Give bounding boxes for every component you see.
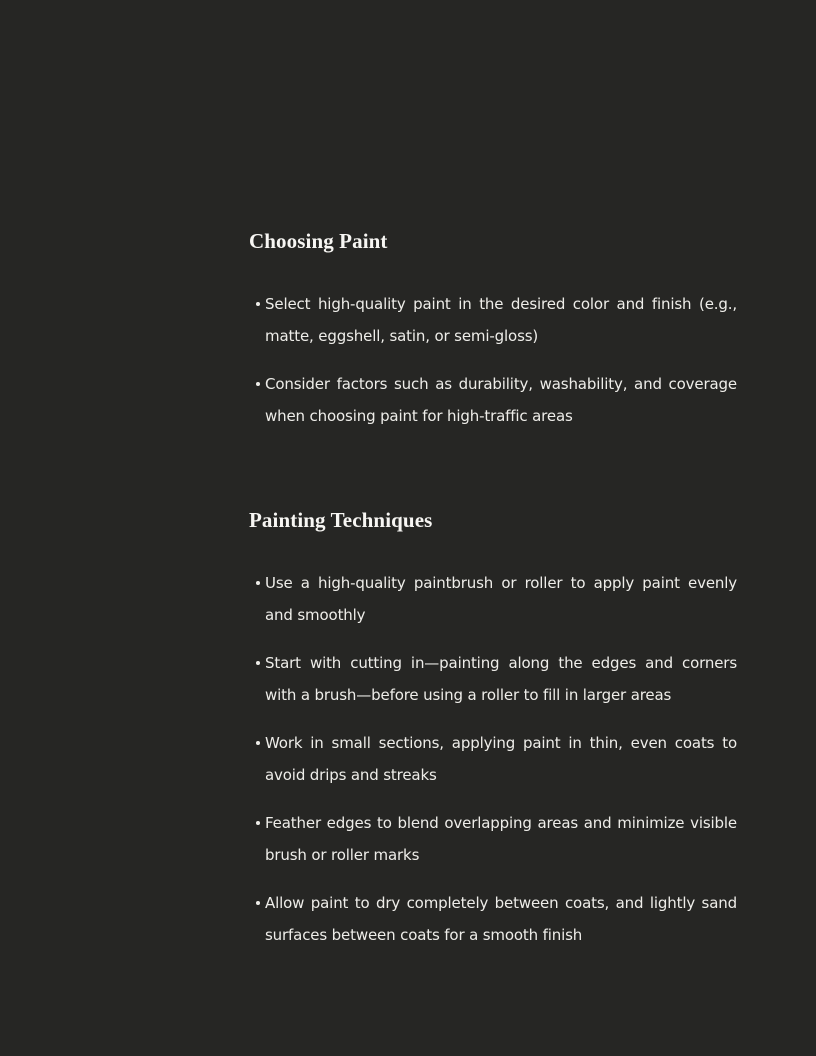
section-choosing-paint: [249, 229, 737, 432]
bullet-icon: [256, 581, 260, 585]
list-item-text: Start with cutting in—painting along the edges and corners with a brush—before using a roller to fill in larger areas: [265, 654, 737, 704]
bullet-list: [249, 567, 737, 951]
section-painting-techniques: [249, 508, 737, 951]
list-item-text: Allow paint to dry completely between coats, and lightly sand surfaces between coats for a smooth finish: [265, 894, 737, 944]
bullet-list: [249, 288, 737, 432]
section-heading: Choosing Paint: [249, 229, 388, 253]
bullet-icon: [256, 821, 260, 825]
list-item-text: Consider factors such as durability, washability, and coverage when choosing paint for high-traffic areas: [265, 375, 737, 425]
list-item: [249, 288, 737, 352]
list-item: [249, 807, 737, 871]
bullet-icon: [256, 901, 260, 905]
list-item: [249, 647, 737, 711]
list-item: [249, 727, 737, 791]
list-item: [249, 368, 737, 432]
list-item: [249, 887, 737, 951]
bullet-icon: [256, 741, 260, 745]
list-item-text: Select high-quality paint in the desired color and finish (e.g., matte, eggshell, satin, or semi-gloss): [265, 295, 737, 345]
list-item: [249, 567, 737, 631]
list-item-text: Feather edges to blend overlapping areas and minimize visible brush or roller marks: [265, 814, 737, 864]
list-item-text: Use a high-quality paintbrush or roller to apply paint evenly and smoothly: [265, 574, 737, 624]
bullet-icon: [256, 302, 260, 306]
section-heading: Painting Techniques: [249, 508, 433, 532]
bullet-icon: [256, 661, 260, 665]
bullet-icon: [256, 382, 260, 386]
list-item-text: Work in small sections, applying paint in thin, even coats to avoid drips and streaks: [265, 734, 737, 784]
